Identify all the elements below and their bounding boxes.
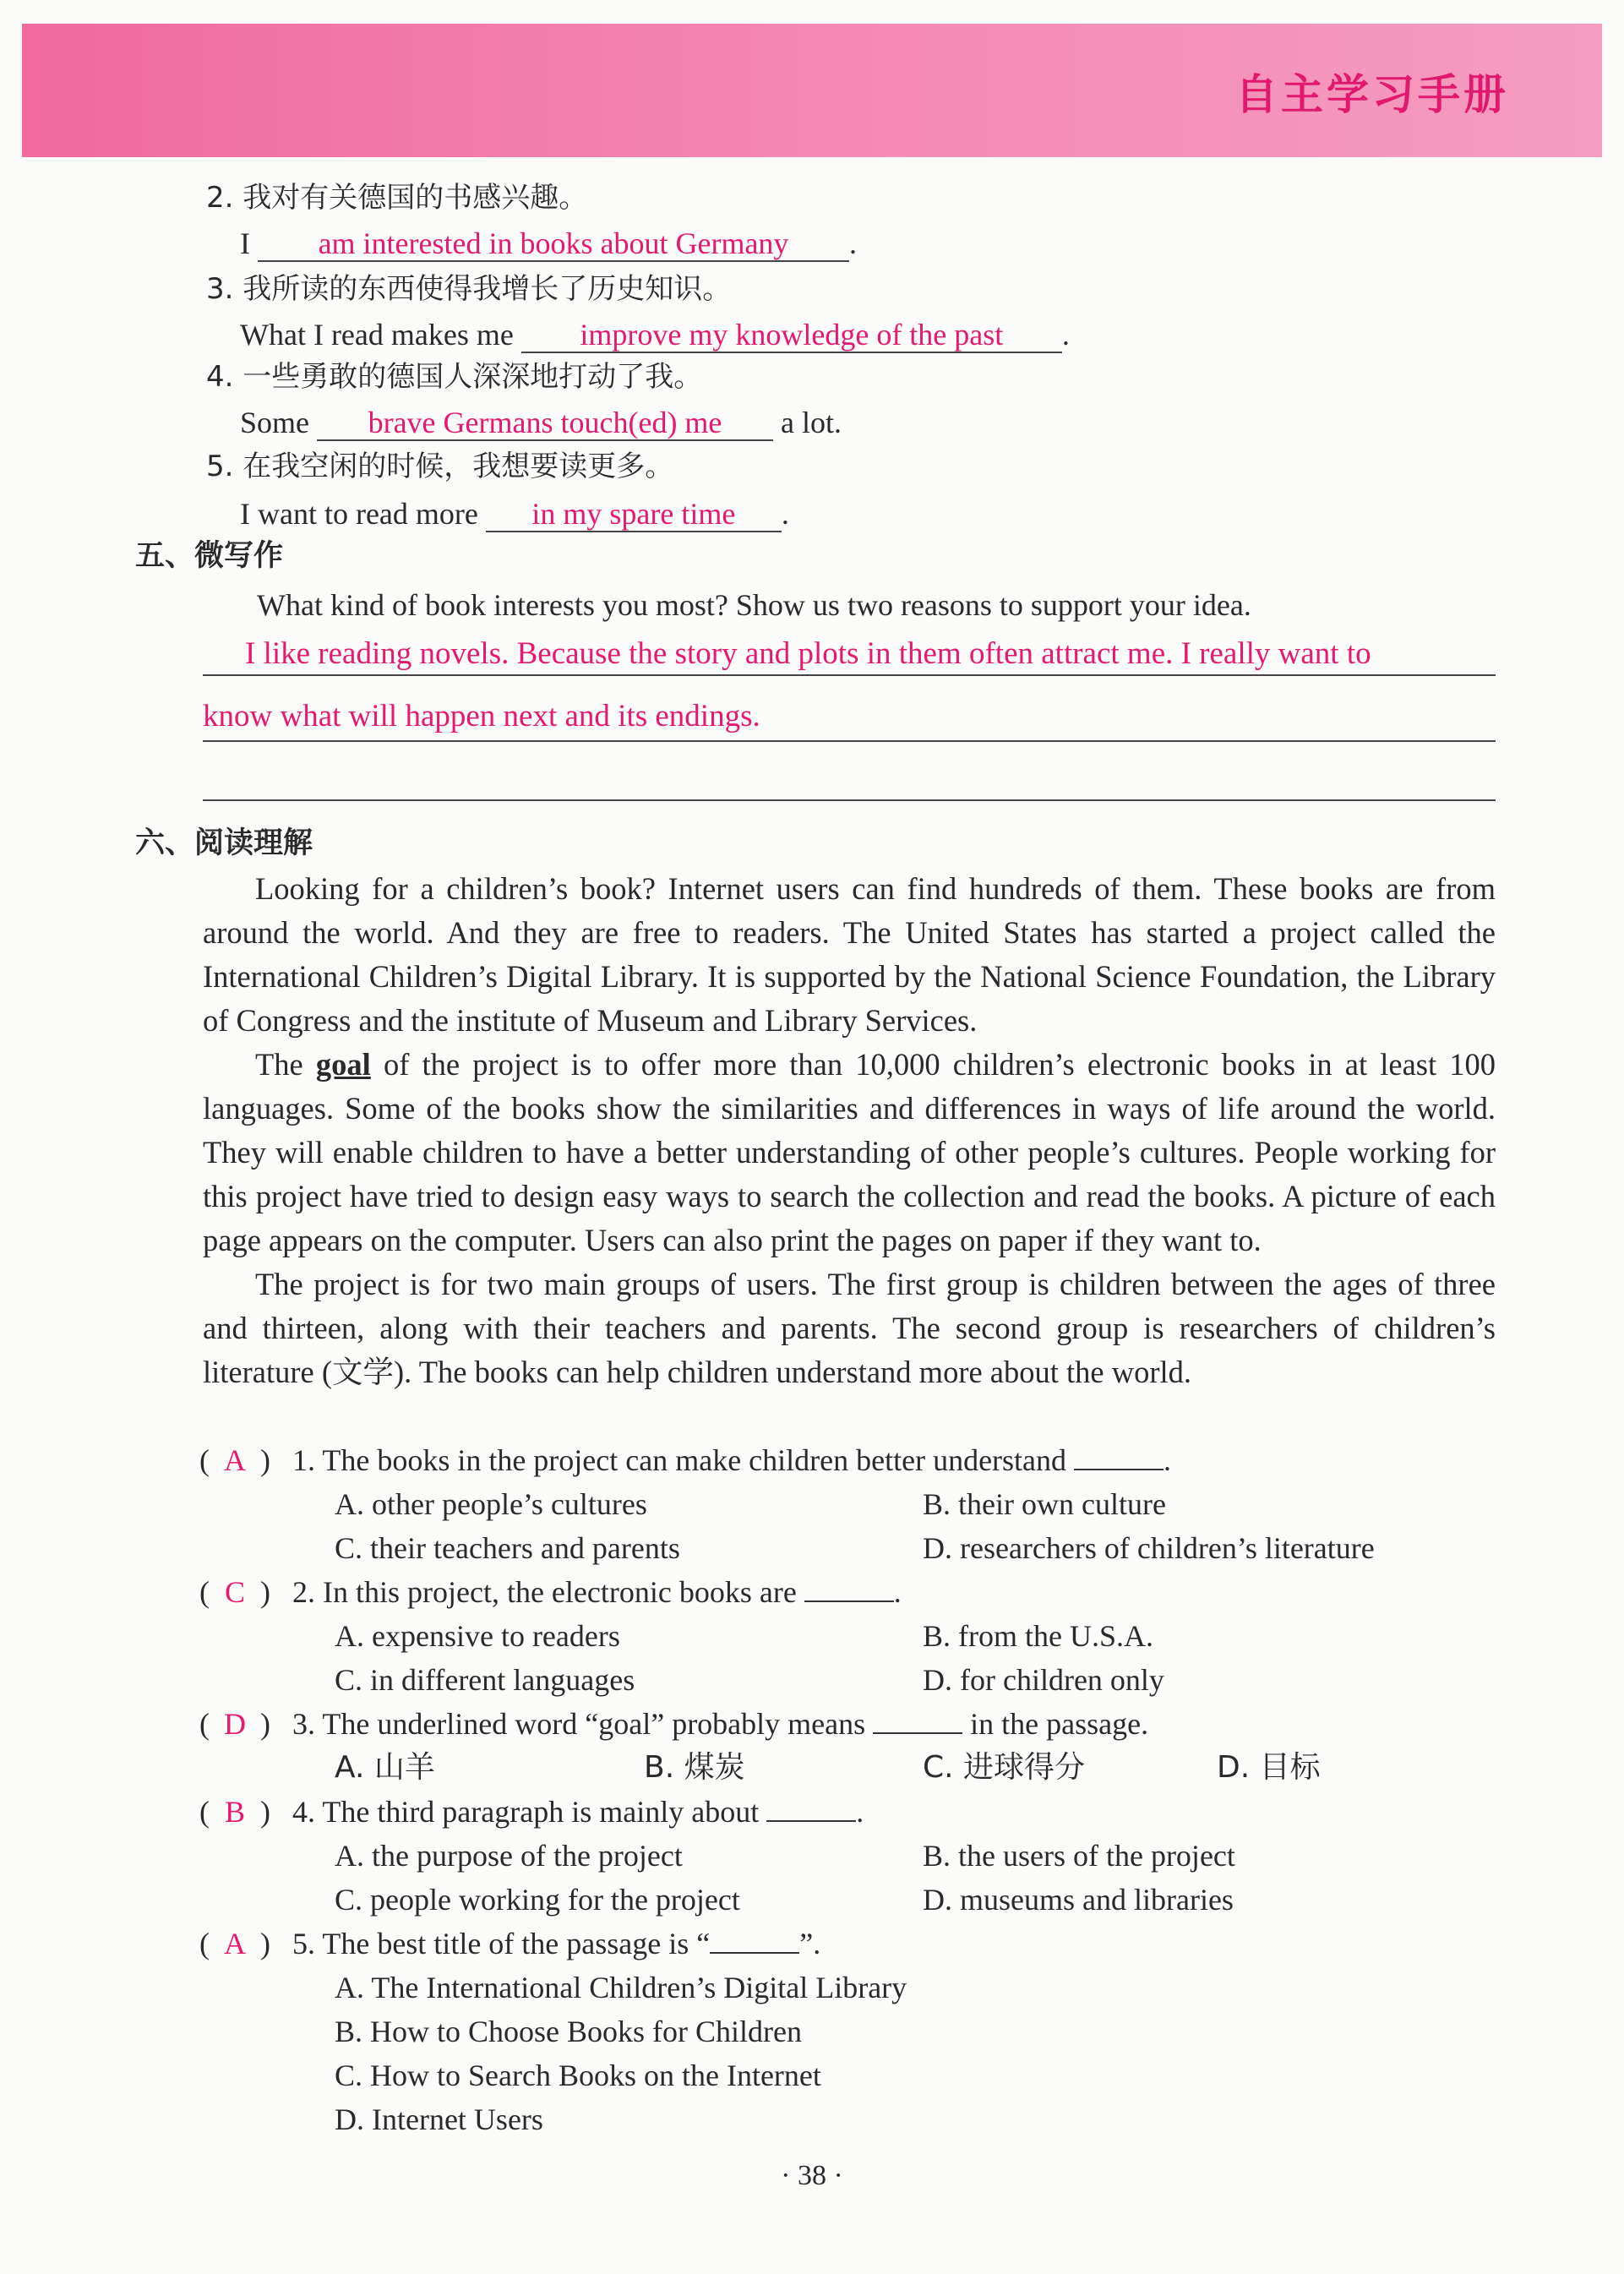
option[interactable]: A. the purpose of the project [335,1839,683,1873]
writing-prompt: What kind of book interests you most? Show us two reasons to support your idea. [257,588,1251,622]
page-number: · 38 · [781,2160,843,2191]
writing-rule-3 [203,799,1496,801]
header-title: 自主学习手册 [1235,70,1509,119]
writing-rule-1 [203,674,1496,676]
option[interactable]: B. How to Choose Books for Children [335,2015,802,2048]
answer-4[interactable]: B [224,1795,245,1829]
translation-line-2: I am interested in books about Germany . [240,226,857,260]
question-5: ( A ) 5. The best title of the passage is “ ”. [199,1927,821,1960]
option[interactable]: A. The International Children’s Digital Library [335,1971,907,2004]
translation-line-5: I want to read more in my spare time . [240,497,789,531]
question-blank [804,1601,894,1602]
question-1: ( A ) 1. The books in the project can make children better understand . [199,1443,1172,1477]
question-3: ( D ) 3. The underlined word “goal” probably means in the passage. [199,1707,1149,1741]
option[interactable]: C. in different languages [335,1663,635,1697]
option[interactable]: D. 目标 [1217,1750,1321,1785]
answer-blank-4[interactable]: brave Germans touch(ed) me [317,406,773,441]
passage-paragraph-1: Looking for a children’s book? Internet users can find hundreds of them. These books are from around the world. And they are free to readers. The United States has started a project called the International Children’s Digital Library. It is supported by the National Science Foundation, the Library of Congress and the institute of Museum and Library Services. [203,871,1496,1038]
question-blank [873,1732,962,1734]
writing-rule-2 [203,740,1496,742]
option[interactable]: B. from the U.S.A. [923,1619,1153,1653]
option[interactable]: C. How to Search Books on the Internet [335,2059,821,2092]
writing-heading: 五、微写作 [135,539,284,573]
option[interactable]: D. Internet Users [335,2102,543,2136]
option[interactable]: B. the users of the project [923,1839,1235,1873]
answer-3[interactable]: D [224,1707,246,1741]
option[interactable]: C. 进球得分 [923,1750,1086,1785]
option[interactable]: A. 山羊 [335,1750,435,1785]
option[interactable]: A. other people’s cultures [335,1487,647,1521]
answer-2[interactable]: C [224,1575,245,1609]
writing-answer-line-1[interactable]: I like reading novels. Because the story and plots in them often attract me. I really want to [245,636,1371,671]
question-blank [710,1952,799,1954]
option[interactable]: B. 煤炭 [644,1750,745,1785]
passage-paragraph-2: The goal of the project is to offer more than 10,000 children’s electronic books in at least 100 languages. Some of the books show the similarities and differences in ways of life around the world. They will enable children to have a better understanding of other people’s cultures. People working for this project have tried to design easy ways to search the collection and read the books. A picture of each page appears on the computer. Users can also print the pages on paper if they want to. [203,1047,1496,1257]
translation-prompt-3: 3. 我所读的东西使得我增长了历史知识。 [206,272,732,306]
translation-prompt-4: 4. 一些勇敢的德国人深深地打动了我。 [206,360,703,394]
answer-blank-3[interactable]: improve my knowledge of the past [521,318,1062,353]
option[interactable]: D. for children only [923,1663,1164,1697]
option[interactable]: B. their own culture [923,1487,1166,1521]
option[interactable]: C. their teachers and parents [335,1531,680,1565]
option[interactable]: A. expensive to readers [335,1619,620,1653]
answer-1[interactable]: A [224,1443,246,1477]
option[interactable]: D. museums and libraries [923,1883,1234,1917]
reading-passage [203,867,1496,1394]
translation-line-3: What I read makes me improve my knowledge of the past . [240,318,1070,352]
question-blank [766,1820,856,1822]
option[interactable]: D. researchers of children’s literature [923,1531,1375,1565]
answer-blank-2[interactable]: am interested in books about Germany [258,226,849,262]
reading-heading: 六、阅读理解 [135,826,313,860]
translation-prompt-5: 5. 在我空闲的时候，我想要读更多。 [206,450,674,483]
translation-prompt-2: 2. 我对有关德国的书感兴趣。 [206,181,588,215]
question-2: ( C ) 2. In this project, the electronic books are . [199,1575,902,1609]
question-4: ( B ) 4. The third paragraph is mainly about . [199,1795,864,1829]
answer-blank-5[interactable]: in my spare time [486,497,782,532]
writing-answer-line-2[interactable]: know what will happen next and its endings. [203,699,760,733]
option[interactable]: C. people working for the project [335,1883,740,1917]
underlined-word-goal: goal [315,1047,371,1082]
passage-paragraph-3: The project is for two main groups of users. The first group is children between the ages of three and thirteen, along with their teachers and parents. The second group is researchers of children’s literature (文学). The books can help children understand more about the world. [203,1267,1496,1389]
answer-5[interactable]: A [224,1927,246,1960]
question-blank [1074,1469,1164,1470]
translation-line-4: Some brave Germans touch(ed) me a lot. [240,406,842,439]
